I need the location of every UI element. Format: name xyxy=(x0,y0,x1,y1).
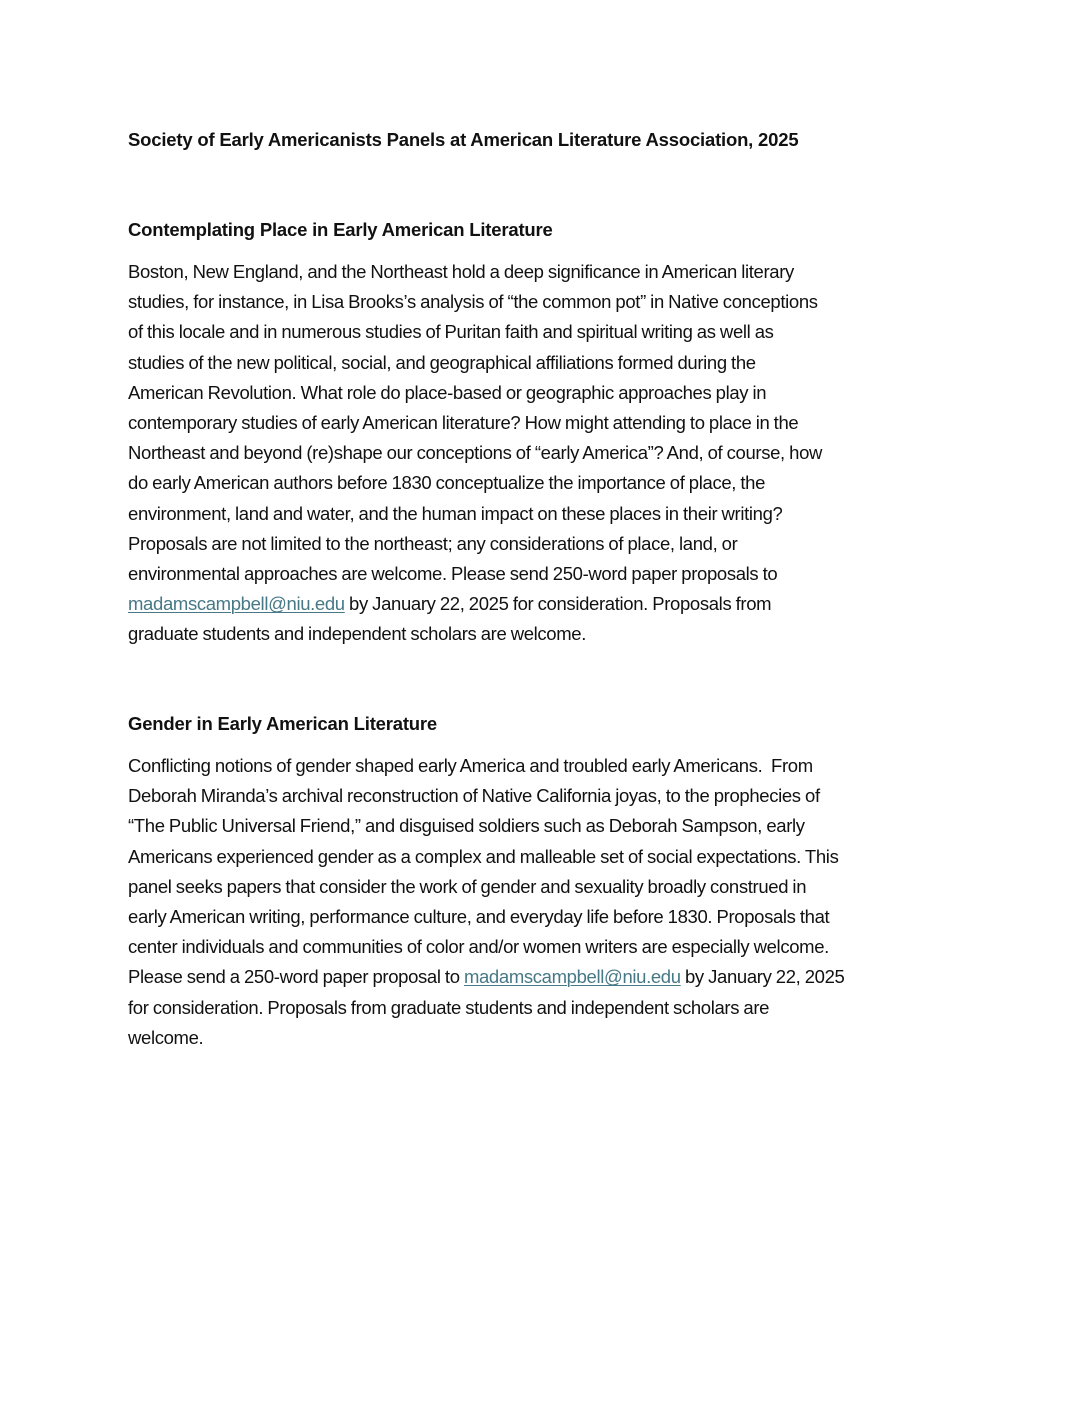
paragraph-line: Boston, New England, and the Northeast hold a deep significance in American literary xyxy=(128,261,794,282)
paragraph-line: “The Public Universal Friend,” and disguised soldiers such as Deborah Sampson, early xyxy=(128,815,805,837)
email-link[interactable]: madamscampbell@niu.edu xyxy=(128,593,345,615)
paragraph-line: Conflicting notions of gender shaped early America and troubled early Americans. From xyxy=(128,755,813,776)
paragraph-line-with-email xyxy=(128,962,988,992)
paragraph-line: for consideration. Proposals from graduate students and independent scholars are xyxy=(128,996,770,1018)
line-text-after-email: by January 22, 2025 xyxy=(680,966,845,988)
paragraph-line: environment, land and water, and the human impact on these places in their writing? xyxy=(128,502,783,524)
document-title: Society of Early Americanists Panels at American Literature Association, 2025 xyxy=(128,129,799,150)
paragraph-line: American Revolution. What role do place-based or geographic approaches play in xyxy=(128,381,767,403)
paragraph-line: studies of the new political, social, and geographical affiliations formed during the xyxy=(128,351,756,373)
paragraph-line: of this locale and in numerous studies of Puritan faith and spiritual writing as well as xyxy=(128,321,774,343)
paragraph-line: do early American authors before 1830 conceptualize the importance of place, the xyxy=(128,472,766,494)
paragraph-line: panel seeks papers that consider the work of gender and sexuality broadly construed in xyxy=(128,875,807,897)
paragraph-line: contemporary studies of early American literature? How might attending to place in the xyxy=(128,411,799,433)
paragraph-line: studies, for instance, in Lisa Brooks’s analysis of “the common pot” in Native conceptions xyxy=(128,291,818,313)
section-heading: Contemplating Place in Early American Literature xyxy=(128,219,553,240)
paragraph-line: Deborah Miranda’s archival reconstruction of Native California joyas, to the prophecies of xyxy=(128,785,820,807)
paragraph-line: Proposals are not limited to the northeast; any considerations of place, land, or xyxy=(128,532,738,554)
section-paragraph xyxy=(128,751,988,1053)
paragraph-line: early American writing, performance culture, and everyday life before 1830. Proposals that xyxy=(128,905,830,927)
section-contemplating-place xyxy=(128,215,988,649)
section-paragraph xyxy=(128,257,988,649)
email-link[interactable]: madamscampbell@niu.edu xyxy=(463,966,681,988)
line-text-after-email: by January 22, 2025 for consideration. Proposals from xyxy=(344,593,772,615)
paragraph-line: Americans experienced gender as a complex and malleable set of social expectations. This xyxy=(128,845,839,867)
section-gender xyxy=(128,709,988,1053)
paragraph-line: environmental approaches are welcome. Please send 250-word paper proposals to xyxy=(128,562,778,584)
paragraph-line: center individuals and communities of color and/or women writers are especially welcome. xyxy=(128,936,829,958)
section-heading: Gender in Early American Literature xyxy=(128,713,437,734)
paragraph-line-with-email xyxy=(128,589,988,619)
paragraph-line: graduate students and independent scholars are welcome. xyxy=(128,623,587,645)
paragraph-line: Northeast and beyond (re)shape our conceptions of “early America”? And, of course, how xyxy=(128,442,823,464)
line-text-before-email: Please send a 250-word paper proposal to xyxy=(128,966,464,988)
paragraph-line: welcome. xyxy=(128,1026,204,1048)
